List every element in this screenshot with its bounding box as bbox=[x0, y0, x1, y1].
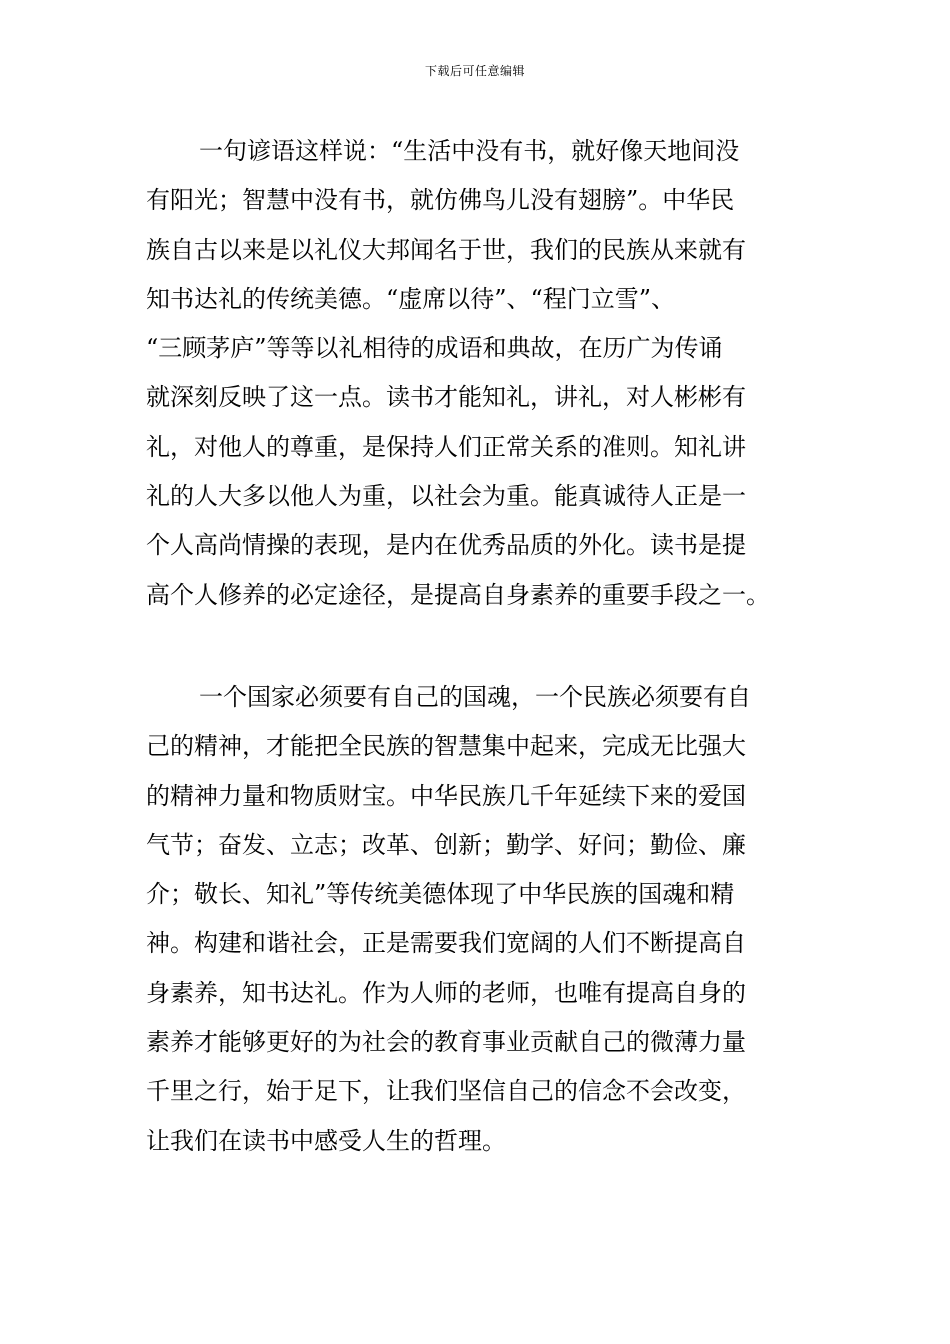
paragraph-line: 己的精神，才能把全民族的智慧集中起来，完成无比强大 bbox=[146, 732, 746, 761]
paragraph-line: 的精神力量和物质财宝。中华民族几千年延续下来的爱国 bbox=[146, 781, 746, 810]
paragraph-2 bbox=[146, 673, 806, 1166]
paragraph-1 bbox=[146, 127, 806, 620]
paragraph-line: 神。构建和谐社会，正是需要我们宽阔的人们不断提高自 bbox=[146, 929, 746, 958]
paragraph-line: 让我们在读书中感受人生的哲理。 bbox=[146, 1126, 506, 1155]
paragraph-line: 有阳光；智慧中没有书，就仿佛鸟儿没有翅膀”。中华民 bbox=[146, 186, 735, 215]
paragraph-line: 介；敬长、知礼”等传统美德体现了中华民族的国魂和精 bbox=[146, 880, 735, 909]
page-header: 下载后可任意编辑 bbox=[424, 64, 525, 78]
paragraph-line: 族自古以来是以礼仪大邦闻名于世，我们的民族从来就有 bbox=[146, 235, 746, 264]
paragraph-line: 礼，对他人的尊重，是保持人们正常关系的准则。知礼讲 bbox=[146, 432, 746, 461]
paragraph-line: 高个人修养的必定途径，是提高自身素养的重要手段之一。 bbox=[146, 580, 770, 609]
paragraph-line: 素养才能够更好的为社会的教育事业贡献自己的微薄力量 bbox=[146, 1028, 746, 1057]
paragraph-line: “三顾茅庐”等等以礼相待的成语和典故，在历广为传诵 bbox=[146, 334, 723, 363]
paragraph-line: 千里之行，始于足下，让我们坚信自己的信念不会改变， bbox=[146, 1077, 746, 1106]
paragraph-line: 知书达礼的传统美德。“虚席以待”、“程门立雪”、 bbox=[146, 284, 676, 313]
paragraph-line: 就深刻反映了这一点。读书才能知礼，讲礼，对人彬彬有 bbox=[146, 383, 746, 412]
paragraph-line: 气节；奋发、立志；改革、创新；勤学、好问；勤俭、廉 bbox=[146, 830, 746, 859]
paragraph-line: 礼的人大多以他人为重，以社会为重。能真诚待人正是一 bbox=[146, 482, 746, 511]
paragraph-line: 一句谚语这样说：“生活中没有书，就好像天地间没 bbox=[199, 137, 740, 165]
paragraph-line: 身素养，知书达礼。作为人师的老师，也唯有提高自身的 bbox=[146, 978, 746, 1007]
paragraph-line: 一个国家必须要有自己的国魂，一个民族必须要有自 bbox=[199, 683, 751, 711]
paragraph-line: 个人高尚情操的表现，是内在优秀品质的外化。读书是提 bbox=[146, 531, 746, 560]
